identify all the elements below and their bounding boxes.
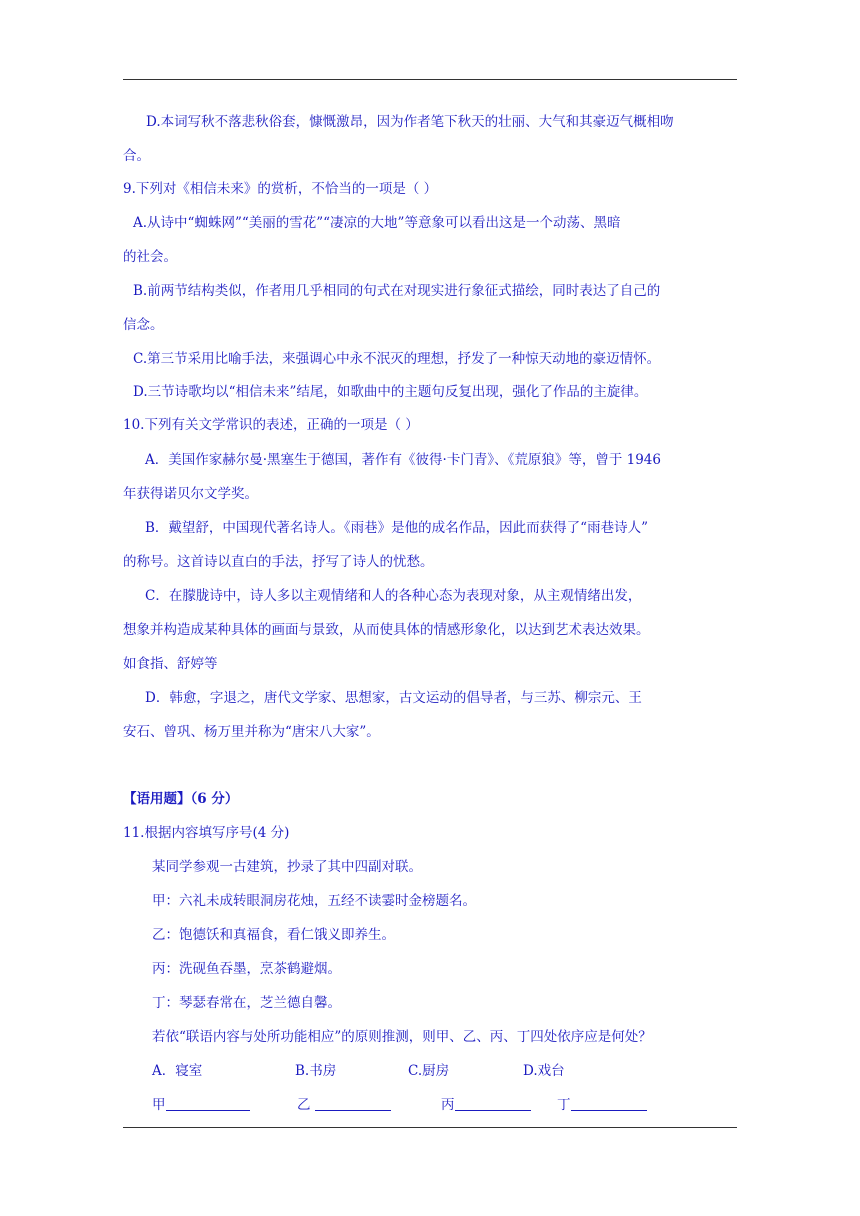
q10-option-b-line1: B．戴望舒，中国现代著名诗人。《雨巷》是他的成名作品，因此而获得了“雨巷诗人”	[145, 520, 648, 536]
q11-couplet-bing: 丙：洗砚鱼吞墨，烹茶鹤避烟。	[152, 961, 341, 977]
footer-rule	[123, 1127, 737, 1128]
q11-option-d: D.戏台	[523, 1063, 565, 1079]
q11-blank-yi[interactable]	[315, 1096, 391, 1111]
q11-intro: 某同学参观一古建筑，抄录了其中四副对联。	[152, 859, 422, 875]
q9-option-b-line2: 信念。	[123, 317, 164, 333]
q8-option-d-line1: D.本词写秋不落悲秋俗套，慷慨激昂，因为作者笔下秋天的壮丽、大气和其豪迈气概相吻	[146, 114, 674, 130]
q11-option-c: C.厨房	[408, 1063, 450, 1079]
q9-option-b-line1: B.前两节结构类似，作者用几乎相同的句式在对现实进行象征式描绘，同时表达了自己的	[133, 283, 661, 299]
q11-option-a: A．寝室	[152, 1063, 203, 1079]
q11-blank-ding[interactable]	[571, 1096, 647, 1111]
section-title: 【语用题】（6 分）	[123, 791, 239, 807]
q11-blank-label-jia: 甲	[152, 1097, 166, 1113]
q11-option-b: B.书房	[295, 1063, 337, 1079]
q11-couplet-ding: 丁：琴瑟春常在，芝兰德自馨。	[152, 995, 341, 1011]
q8-option-d-line2: 合。	[123, 148, 150, 164]
q9-option-c: C.第三节采用比喻手法，来强调心中永不泯灭的理想，抒发了一种惊天动地的豪迈情怀。	[133, 351, 661, 367]
q11-stem: 11.根据内容填写序号(4 分)	[123, 825, 290, 841]
q11-couplet-jia: 甲：六礼未成转眼洞房花烛，五经不读霎时金榜题名。	[152, 893, 476, 909]
header-rule	[123, 79, 737, 80]
q9-option-d: D.三节诗歌均以“相信未来”结尾，如歌曲中的主题句反复出现，强化了作品的主旋律。	[133, 384, 648, 400]
q11-blank-bing[interactable]	[455, 1096, 531, 1111]
q10-option-d-line1: D．韩愈，字退之，唐代文学家、思想家，古文运动的倡导者，与三苏、柳宗元、王	[145, 690, 642, 706]
q11-question: 若依“联语内容与处所功能相应”的原则推测，则甲、乙、丙、丁四处依序应是何处？	[152, 1029, 652, 1045]
q10-option-d-line2: 安石、曾巩、杨万里并称为“唐宋八大家”。	[123, 724, 380, 740]
q10-option-a-line1: A．美国作家赫尔曼·黑塞生于德国，著作有《彼得·卡门青》、《荒原狼》等，曾于 1946	[145, 452, 661, 468]
q11-blank-label-bing: 丙	[441, 1097, 455, 1113]
q11-blank-jia[interactable]	[166, 1096, 250, 1111]
q10-option-b-line2: 的称号。这首诗以直白的手法，抒写了诗人的忧愁。	[123, 554, 434, 570]
q9-stem: 9.下列对《相信未来》的赏析，不恰当的一项是（ ）	[123, 181, 438, 197]
q10-option-c-line2: 想象并构造成某种具体的画面与景致，从而使具体的情感形象化，以达到艺术表达效果。	[123, 622, 650, 638]
q11-blank-label-yi: 乙	[297, 1097, 315, 1113]
q11-couplet-yi: 乙：饱德饫和真福食，看仁饿义即养生。	[152, 927, 395, 943]
q10-option-c-line1: C．在朦胧诗中，诗人多以主观情绪和人的各种心态为表现对象，从主观情绪出发，	[145, 588, 642, 604]
q9-option-a-line1: A.从诗中“蜘蛛网”“美丽的雪花”“凄凉的大地”等意象可以看出这是一个动荡、黑暗	[133, 215, 621, 231]
q11-blank-label-ding: 丁	[557, 1097, 571, 1113]
q10-option-c-line3: 如食指、舒婷等	[123, 656, 218, 672]
q9-option-a-line2: 的社会。	[123, 249, 177, 265]
q10-option-a-line2: 年获得诺贝尔文学奖。	[123, 486, 258, 502]
q10-stem: 10.下列有关文学常识的表述，正确的一项是（ ）	[123, 417, 419, 433]
